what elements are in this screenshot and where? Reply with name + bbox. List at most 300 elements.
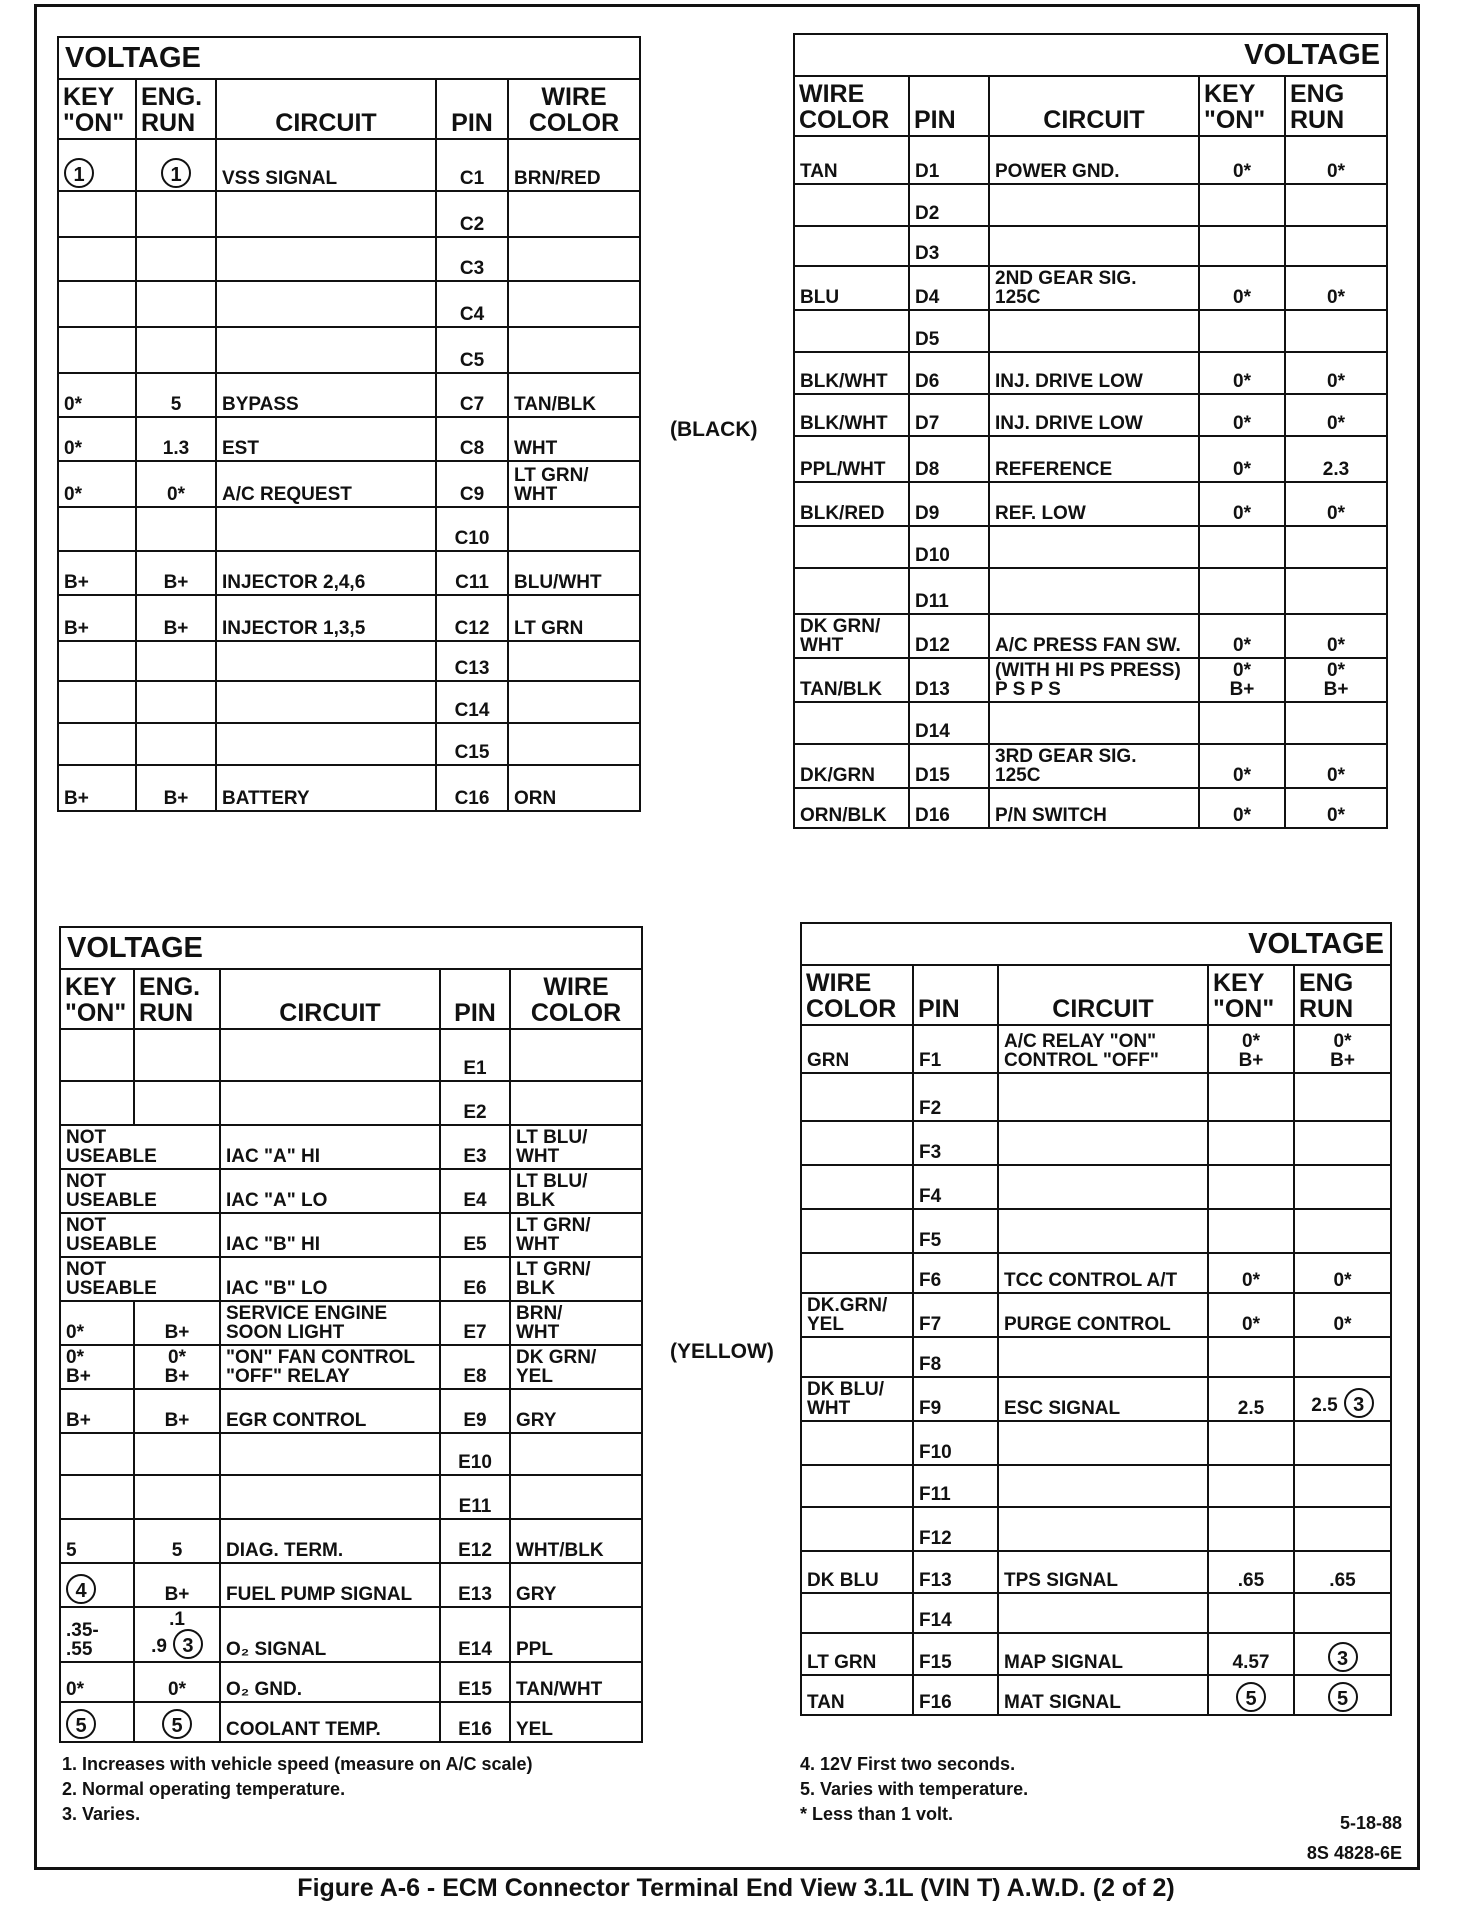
key-on-value: 4.57 bbox=[1232, 1652, 1270, 1673]
connector-f-rows bbox=[801, 1025, 1391, 1715]
wire-color-header: WIRE COLOR bbox=[510, 969, 642, 1029]
eng-run-cell bbox=[1294, 1293, 1391, 1337]
key-on-cell bbox=[1199, 658, 1285, 702]
circuit-cell bbox=[998, 1209, 1208, 1253]
pin-value: F10 bbox=[919, 1442, 952, 1463]
wire-color-cell bbox=[794, 482, 909, 526]
circuit-value: "ON" FAN CONTROL "OFF" RELAY bbox=[226, 1347, 416, 1387]
table-row bbox=[801, 1377, 1391, 1421]
wire-color-value: LT GRN bbox=[514, 618, 584, 639]
circuit-value: REFERENCE bbox=[995, 459, 1113, 480]
circuit-cell bbox=[998, 1337, 1208, 1377]
key-on-value: NOT USEABLE bbox=[66, 1215, 157, 1255]
pin-value: D15 bbox=[915, 765, 950, 786]
pin-value: E4 bbox=[463, 1190, 487, 1211]
note-5: 5. Varies with temperature. bbox=[800, 1779, 1029, 1799]
circled-note-number: 4 bbox=[66, 1574, 96, 1604]
eng-run-cell bbox=[136, 139, 216, 191]
circuit-cell bbox=[989, 266, 1199, 310]
eng-run-cell bbox=[1285, 568, 1387, 614]
pin-value: D13 bbox=[915, 679, 950, 700]
pin-value: E15 bbox=[458, 1679, 492, 1700]
wire-color-cell bbox=[794, 788, 909, 828]
pin-value: E3 bbox=[463, 1146, 487, 1167]
pin-cell bbox=[436, 681, 508, 723]
figure-caption: Figure A-6 - ECM Connector Terminal End View 3.1L (VIN T) A.W.D. (2 of 2) bbox=[297, 1874, 1175, 1902]
key-on-value: 0* bbox=[1233, 635, 1251, 656]
pin-value: F5 bbox=[919, 1230, 942, 1251]
wire-color-cell bbox=[508, 139, 640, 191]
wire-color-cell bbox=[801, 1465, 913, 1507]
wire-color-cell bbox=[508, 723, 640, 765]
pin-cell bbox=[909, 266, 989, 310]
wire-color-value: ORN/BLK bbox=[800, 805, 887, 826]
wire-color-cell bbox=[794, 394, 909, 436]
wire-color-cell bbox=[794, 310, 909, 352]
key-on-cell bbox=[58, 507, 136, 551]
voltage-title: VOLTAGE bbox=[58, 37, 640, 79]
wire-color-cell bbox=[508, 641, 640, 681]
circuit-value: INJ. DRIVE LOW bbox=[995, 371, 1143, 392]
eng-run-cell bbox=[134, 1662, 220, 1702]
key-on-cell bbox=[58, 461, 136, 507]
table-row bbox=[794, 352, 1387, 394]
eng-run-value: 0* B+ bbox=[1330, 1031, 1355, 1071]
circuit-value: IAC "A" HI bbox=[226, 1146, 321, 1167]
wire-color-cell bbox=[801, 1209, 913, 1253]
table-row bbox=[801, 1675, 1391, 1715]
pin-header: PIN bbox=[440, 969, 510, 1029]
reference-date: 5-18-88 bbox=[1339, 1813, 1402, 1833]
eng-run-cell bbox=[134, 1301, 220, 1345]
wire-color-value: LT BLU/ WHT bbox=[516, 1127, 588, 1167]
key-on-cell bbox=[1208, 1121, 1294, 1165]
eng-run-cell bbox=[136, 281, 216, 327]
circuit-cell bbox=[216, 641, 436, 681]
eng-run-cell bbox=[1285, 184, 1387, 226]
eng-run-cell bbox=[136, 595, 216, 641]
pin-cell bbox=[440, 1301, 510, 1345]
eng-run-value: 0* B+ bbox=[164, 1347, 190, 1387]
table-row bbox=[794, 136, 1387, 184]
key-on-cell bbox=[1199, 526, 1285, 568]
key-on-cell bbox=[58, 191, 136, 237]
table-row bbox=[794, 744, 1387, 788]
table-row bbox=[801, 1465, 1391, 1507]
wire-color-cell bbox=[510, 1433, 642, 1475]
wire-color-cell bbox=[510, 1213, 642, 1257]
pin-value: D11 bbox=[915, 591, 949, 612]
table-row bbox=[58, 461, 640, 507]
pin-cell bbox=[913, 1293, 998, 1337]
circled-note-number: 3 bbox=[1344, 1388, 1374, 1418]
table-row bbox=[58, 237, 640, 281]
circuit-cell bbox=[989, 526, 1199, 568]
circuit-cell bbox=[989, 352, 1199, 394]
circuit-cell bbox=[220, 1475, 440, 1519]
pin-value: E6 bbox=[463, 1278, 487, 1299]
key-on-value: 0* bbox=[1242, 1270, 1260, 1291]
eng-run-cell bbox=[1285, 526, 1387, 568]
wire-color-value: BRN/ WHT bbox=[516, 1303, 563, 1343]
pin-value: C9 bbox=[459, 484, 485, 505]
key-on-cell bbox=[60, 1125, 220, 1169]
eng-run-value: 0* bbox=[1327, 503, 1345, 524]
eng-run-value: 2.5 bbox=[1311, 1395, 1338, 1416]
eng-run-cell bbox=[1285, 226, 1387, 266]
circuit-cell bbox=[216, 765, 436, 811]
key-on-cell bbox=[60, 1519, 134, 1563]
wire-color-value: DK BLU/ WHT bbox=[807, 1379, 885, 1419]
circuit-cell bbox=[216, 139, 436, 191]
wire-color-cell bbox=[794, 526, 909, 568]
table-row bbox=[794, 266, 1387, 310]
pin-value: D9 bbox=[915, 503, 940, 524]
pin-cell bbox=[913, 1675, 998, 1715]
pin-cell bbox=[913, 1377, 998, 1421]
pin-cell bbox=[436, 765, 508, 811]
pin-cell bbox=[909, 184, 989, 226]
pin-value: C4 bbox=[459, 304, 485, 325]
circled-note-number: 3 bbox=[173, 1629, 203, 1659]
wire-color-value: PPL/WHT bbox=[800, 459, 886, 480]
table-row bbox=[794, 436, 1387, 482]
pin-cell bbox=[436, 417, 508, 461]
wire-color-cell bbox=[801, 1633, 913, 1675]
yellow-connector-label: (YELLOW) bbox=[670, 1340, 774, 1363]
note-3: 3. Varies. bbox=[62, 1804, 141, 1824]
pin-value: D16 bbox=[915, 805, 950, 826]
eng-run-cell bbox=[1294, 1073, 1391, 1121]
eng-run-cell bbox=[1285, 482, 1387, 526]
key-on-value: 0* bbox=[1233, 413, 1251, 434]
circuit-value: MAT SIGNAL bbox=[1004, 1692, 1121, 1713]
pin-value: E14 bbox=[458, 1639, 492, 1660]
pin-value: F6 bbox=[919, 1270, 942, 1291]
wire-color-cell bbox=[510, 1607, 642, 1662]
key-on-cell bbox=[1208, 1507, 1294, 1551]
wire-color-cell bbox=[794, 744, 909, 788]
circuit-cell bbox=[998, 1421, 1208, 1465]
wire-color-cell bbox=[801, 1593, 913, 1633]
notes-right bbox=[800, 1752, 1028, 1827]
pin-header: PIN bbox=[436, 79, 508, 139]
wire-color-value: PPL bbox=[516, 1639, 553, 1660]
circuit-value: BATTERY bbox=[222, 788, 310, 809]
wire-color-cell bbox=[794, 568, 909, 614]
circuit-cell bbox=[989, 436, 1199, 482]
key-on-cell bbox=[58, 551, 136, 595]
key-on-cell bbox=[1199, 136, 1285, 184]
table-row bbox=[794, 702, 1387, 744]
circuit-cell bbox=[998, 1633, 1208, 1675]
eng-run-cell bbox=[134, 1519, 220, 1563]
eng-run-cell bbox=[134, 1607, 220, 1662]
wire-color-cell bbox=[510, 1345, 642, 1389]
eng-run-cell bbox=[134, 1029, 220, 1081]
circuit-header: CIRCUIT bbox=[998, 965, 1208, 1025]
wire-color-cell bbox=[510, 1563, 642, 1607]
circuit-value: SERVICE ENGINE SOON LIGHT bbox=[226, 1303, 388, 1343]
wire-color-cell bbox=[508, 765, 640, 811]
circuit-cell bbox=[220, 1029, 440, 1081]
wire-color-cell bbox=[508, 595, 640, 641]
wire-color-cell bbox=[801, 1421, 913, 1465]
pin-cell bbox=[913, 1073, 998, 1121]
pin-cell bbox=[436, 373, 508, 417]
table-row bbox=[58, 373, 640, 417]
pin-cell bbox=[909, 658, 989, 702]
eng-run-cell bbox=[1294, 1675, 1391, 1715]
circled-note-number: 3 bbox=[1328, 1642, 1358, 1672]
table-row bbox=[794, 614, 1387, 658]
table-row bbox=[60, 1389, 642, 1433]
circuit-cell bbox=[998, 1593, 1208, 1633]
key-on-value: 0* bbox=[1233, 503, 1251, 524]
connector-d-table bbox=[793, 33, 1388, 829]
wire-color-cell bbox=[508, 281, 640, 327]
eng-run-header: ENG RUN bbox=[1285, 76, 1387, 136]
key-on-cell bbox=[1208, 1253, 1294, 1293]
table-row bbox=[801, 1337, 1391, 1377]
circuit-value: DIAG. TERM. bbox=[226, 1540, 344, 1561]
wire-color-cell bbox=[510, 1389, 642, 1433]
key-on-value: 0* bbox=[1233, 805, 1251, 826]
wire-color-cell bbox=[510, 1081, 642, 1125]
pin-value: C16 bbox=[454, 788, 490, 809]
circuit-cell bbox=[989, 310, 1199, 352]
eng-run-value: 0* bbox=[1327, 805, 1345, 826]
pin-cell bbox=[440, 1345, 510, 1389]
eng-run-cell bbox=[136, 237, 216, 281]
key-on-cell bbox=[58, 417, 136, 461]
key-on-value: NOT USEABLE bbox=[66, 1259, 157, 1299]
table-row bbox=[60, 1081, 642, 1125]
wire-color-value: TAN/BLK bbox=[800, 679, 882, 700]
eng-run-cell bbox=[1294, 1209, 1391, 1253]
eng-run-value: 2.3 bbox=[1322, 459, 1350, 480]
circuit-header: CIRCUIT bbox=[989, 76, 1199, 136]
eng-run-value: 0* bbox=[1333, 1270, 1352, 1291]
table-row bbox=[801, 1121, 1391, 1165]
table-row bbox=[60, 1662, 642, 1702]
eng-run-cell bbox=[1285, 702, 1387, 744]
eng-run-cell bbox=[1285, 266, 1387, 310]
pin-value: D12 bbox=[915, 635, 950, 656]
pin-cell bbox=[436, 237, 508, 281]
circuit-cell bbox=[989, 568, 1199, 614]
key-on-header: KEY "ON" bbox=[58, 79, 136, 139]
wire-color-cell bbox=[801, 1025, 913, 1073]
table-row bbox=[60, 1301, 642, 1345]
eng-run-value: 5 bbox=[170, 394, 182, 415]
wire-color-cell bbox=[508, 373, 640, 417]
circuit-cell bbox=[216, 373, 436, 417]
key-on-cell bbox=[1199, 394, 1285, 436]
table-row bbox=[801, 1025, 1391, 1073]
table-row bbox=[58, 281, 640, 327]
table-row bbox=[58, 765, 640, 811]
circuit-cell bbox=[220, 1563, 440, 1607]
voltage-title: VOLTAGE bbox=[801, 923, 1391, 965]
wire-color-cell bbox=[508, 551, 640, 595]
key-on-value: NOT USEABLE bbox=[66, 1127, 157, 1167]
pin-value: D4 bbox=[915, 287, 940, 308]
wire-color-value: LT BLU/ BLK bbox=[516, 1171, 588, 1211]
eng-run-value: 0* bbox=[1327, 287, 1345, 308]
circuit-value: PURGE CONTROL bbox=[1004, 1314, 1171, 1335]
pin-value: D1 bbox=[915, 161, 940, 182]
pin-value: D8 bbox=[915, 459, 940, 480]
eng-run-value: B+ bbox=[164, 1584, 190, 1605]
key-on-value: 0* bbox=[1233, 287, 1251, 308]
pin-value: D10 bbox=[915, 545, 950, 566]
table-row bbox=[794, 184, 1387, 226]
pin-cell bbox=[913, 1465, 998, 1507]
circuit-cell bbox=[220, 1301, 440, 1345]
key-on-cell bbox=[1208, 1465, 1294, 1507]
key-on-header: KEY "ON" bbox=[1199, 76, 1285, 136]
key-on-cell bbox=[1199, 614, 1285, 658]
circled-note-number: 5 bbox=[162, 1709, 192, 1739]
pin-header: PIN bbox=[913, 965, 998, 1025]
key-on-value: 5 bbox=[66, 1540, 77, 1561]
circled-note-number: 1 bbox=[64, 158, 94, 188]
eng-run-value: 0* bbox=[1327, 413, 1345, 434]
key-on-value: .65 bbox=[1237, 1570, 1265, 1591]
key-on-value: 0* bbox=[1233, 765, 1251, 786]
key-on-cell bbox=[1208, 1073, 1294, 1121]
table-row bbox=[60, 1257, 642, 1301]
circuit-cell bbox=[216, 681, 436, 723]
key-on-cell bbox=[58, 139, 136, 191]
wire-color-value: BLU bbox=[800, 287, 840, 308]
wire-color-value: DK BLU bbox=[807, 1570, 879, 1591]
circuit-cell bbox=[998, 1551, 1208, 1593]
wire-color-cell bbox=[801, 1337, 913, 1377]
pin-cell bbox=[909, 226, 989, 266]
key-on-cell bbox=[1208, 1675, 1294, 1715]
key-on-cell bbox=[60, 1662, 134, 1702]
eng-run-value: B+ bbox=[164, 1410, 190, 1431]
circuit-cell bbox=[998, 1073, 1208, 1121]
eng-run-value: .1 .9 bbox=[151, 1609, 185, 1657]
connector-f-table bbox=[800, 922, 1392, 1716]
key-on-value: 0* bbox=[1233, 459, 1251, 480]
circuit-value: INJECTOR 2,4,6 bbox=[222, 572, 366, 593]
key-on-cell bbox=[1199, 744, 1285, 788]
circuit-cell bbox=[220, 1389, 440, 1433]
key-on-cell bbox=[60, 1257, 220, 1301]
circuit-cell bbox=[998, 1377, 1208, 1421]
wire-color-cell bbox=[508, 191, 640, 237]
circuit-cell bbox=[220, 1125, 440, 1169]
circuit-cell bbox=[989, 226, 1199, 266]
circuit-cell bbox=[220, 1169, 440, 1213]
connector-c-table bbox=[57, 36, 641, 812]
wire-color-value: LT GRN/ BLK bbox=[516, 1259, 591, 1299]
key-on-cell bbox=[1199, 310, 1285, 352]
eng-run-cell bbox=[1285, 614, 1387, 658]
connector-e-rows bbox=[60, 1029, 642, 1742]
pin-value: C15 bbox=[454, 742, 490, 763]
circuit-cell bbox=[216, 281, 436, 327]
wire-color-value: ORN bbox=[514, 788, 557, 809]
key-on-cell bbox=[60, 1169, 220, 1213]
pin-value: F12 bbox=[919, 1528, 952, 1549]
eng-run-cell bbox=[134, 1475, 220, 1519]
circuit-cell bbox=[220, 1607, 440, 1662]
eng-run-cell bbox=[1285, 394, 1387, 436]
circuit-cell bbox=[220, 1433, 440, 1475]
table-row bbox=[801, 1209, 1391, 1253]
circuit-cell bbox=[216, 417, 436, 461]
pin-cell bbox=[909, 352, 989, 394]
wire-color-value: LT GRN/ WHT bbox=[514, 465, 589, 505]
table-row bbox=[58, 417, 640, 461]
eng-run-cell bbox=[1294, 1165, 1391, 1209]
table-row bbox=[58, 327, 640, 373]
eng-run-cell bbox=[136, 551, 216, 595]
eng-run-cell bbox=[1285, 436, 1387, 482]
pin-cell bbox=[909, 744, 989, 788]
circled-note-number: 1 bbox=[161, 158, 191, 188]
table-row bbox=[794, 310, 1387, 352]
wire-color-value: GRY bbox=[516, 1584, 557, 1605]
circuit-cell bbox=[989, 614, 1199, 658]
circuit-value: VSS SIGNAL bbox=[222, 168, 338, 189]
pin-value: E8 bbox=[463, 1366, 487, 1387]
table-row bbox=[794, 658, 1387, 702]
eng-run-cell bbox=[136, 417, 216, 461]
table-row bbox=[58, 681, 640, 723]
key-on-cell bbox=[1208, 1337, 1294, 1377]
circled-note-number: 5 bbox=[1328, 1682, 1358, 1712]
table-row bbox=[60, 1125, 642, 1169]
connector-d-rows bbox=[794, 136, 1387, 828]
circuit-cell bbox=[216, 723, 436, 765]
pin-value: E9 bbox=[463, 1410, 487, 1431]
key-on-cell bbox=[60, 1213, 220, 1257]
key-on-cell bbox=[58, 373, 136, 417]
pin-cell bbox=[913, 1121, 998, 1165]
wire-color-cell bbox=[510, 1169, 642, 1213]
pin-value: C11 bbox=[455, 572, 489, 593]
pin-cell bbox=[913, 1165, 998, 1209]
eng-run-cell bbox=[136, 373, 216, 417]
key-on-cell bbox=[1199, 568, 1285, 614]
pin-value: C14 bbox=[454, 700, 490, 721]
wire-color-value: YEL bbox=[516, 1719, 553, 1740]
eng-run-cell bbox=[1285, 352, 1387, 394]
key-on-value: 0* bbox=[66, 1679, 84, 1700]
table-row bbox=[801, 1073, 1391, 1121]
wire-color-cell bbox=[801, 1675, 913, 1715]
pin-cell bbox=[909, 568, 989, 614]
circuit-cell bbox=[216, 507, 436, 551]
eng-run-value: 0* bbox=[1327, 161, 1345, 182]
pin-value: D2 bbox=[915, 203, 940, 224]
pin-cell bbox=[436, 595, 508, 641]
circuit-cell bbox=[989, 482, 1199, 526]
table-row bbox=[58, 507, 640, 551]
wire-color-value: LT GRN/ WHT bbox=[516, 1215, 591, 1255]
pin-value: F14 bbox=[919, 1610, 952, 1631]
circuit-cell bbox=[989, 744, 1199, 788]
circuit-cell bbox=[220, 1257, 440, 1301]
wire-color-cell bbox=[510, 1702, 642, 1742]
table-row bbox=[801, 1593, 1391, 1633]
